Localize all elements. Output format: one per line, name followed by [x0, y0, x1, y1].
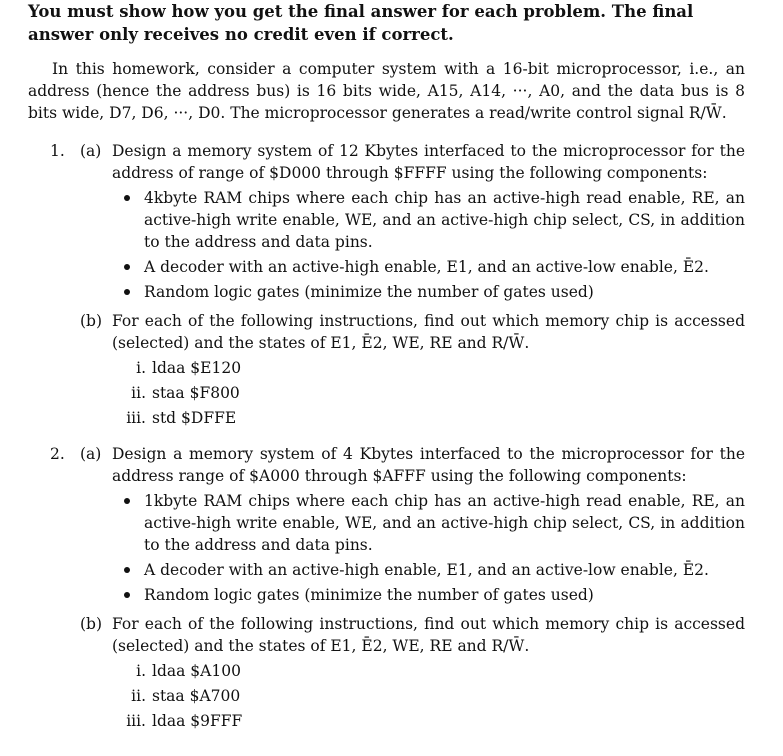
list-item: Random logic gates (minimize the number of gates used) — [144, 281, 745, 303]
list-item: 1kbyte RAM chips where each chip has an active-high read enable, RE, an active-high write enable, WE, and an active-high chip select, CS, in addition to the address and data pins. — [144, 490, 745, 556]
part-label: (b) — [80, 311, 103, 330]
problem-2 — [28, 443, 745, 732]
intro-paragraph: In this homework, consider a computer system with a 16-bit microprocessor, i.e., an address (hence the address bus) is 16 bits wide, A15, A14, ···, A0, and the data bus is 8 bits wide, D7, D6, ···, D0. The microprocessor generates a read/write control signal R/W̄. — [28, 60, 745, 122]
part-label: (b) — [80, 614, 103, 633]
problem-2-part-b — [80, 613, 745, 732]
part-b-text: For each of the following instructions, find out which memory chip is accessed (selected) and the states of E1, Ē2, WE, RE and R/W̄. — [112, 614, 745, 655]
part-a-text: Design a memory system of 12 Kbytes interfaced to the microprocessor for the address of range of $D000 through $FFFF using the following components: — [112, 141, 745, 182]
component-list — [112, 187, 745, 303]
list-item: iii. std $DFFE — [126, 408, 237, 427]
list-item: i. ldaa $E120 — [136, 358, 242, 377]
list-item: 4kbyte RAM chips where each chip has an active-high read enable, RE, an active-high write enable, WE, and an active-high chip select, CS, in addition to the address and data pins. — [144, 187, 745, 253]
list-item: ii. staa $A700 — [131, 686, 241, 705]
bullet-icon — [124, 592, 130, 598]
instruction-list — [112, 357, 745, 429]
part-label: (a) — [80, 444, 102, 463]
bullet-icon — [124, 498, 130, 504]
list-item: iii. ldaa $9FFF — [126, 711, 243, 730]
list-item: A decoder with an active-high enable, E1, and an active-low enable, Ē2. — [144, 559, 745, 581]
problem-number: 2. — [50, 444, 65, 463]
part-a-text: Design a memory system of 4 Kbytes interfaced to the microprocessor for the address range of $A000 through $AFFF using the following components: — [112, 444, 745, 485]
bullet-icon — [124, 195, 130, 201]
component-list — [112, 490, 745, 606]
problem-1 — [28, 140, 745, 429]
list-item: i. ldaa $A100 — [136, 661, 241, 680]
part-label: (a) — [80, 141, 102, 160]
list-item: Random logic gates (minimize the number of gates used) — [144, 584, 745, 606]
problem-2-part-a — [80, 443, 745, 606]
problem-number: 1. — [50, 141, 65, 160]
bullet-icon — [124, 567, 130, 573]
instruction-list — [112, 660, 745, 732]
instructions-heading: You must show how you get the final answer for each problem. The final answer only receives no credit even if correct. — [28, 2, 694, 44]
problem-1-part-a — [80, 140, 745, 303]
part-b-text: For each of the following instructions, find out which memory chip is accessed (selected) and the states of E1, Ē2, WE, RE and R/W̄. — [112, 311, 745, 352]
list-item: A decoder with an active-high enable, E1, and an active-low enable, Ē2. — [144, 256, 745, 278]
list-item: ii. staa $F800 — [131, 383, 240, 402]
problem-1-part-b — [80, 310, 745, 429]
bullet-icon — [124, 264, 130, 270]
bullet-icon — [124, 289, 130, 295]
